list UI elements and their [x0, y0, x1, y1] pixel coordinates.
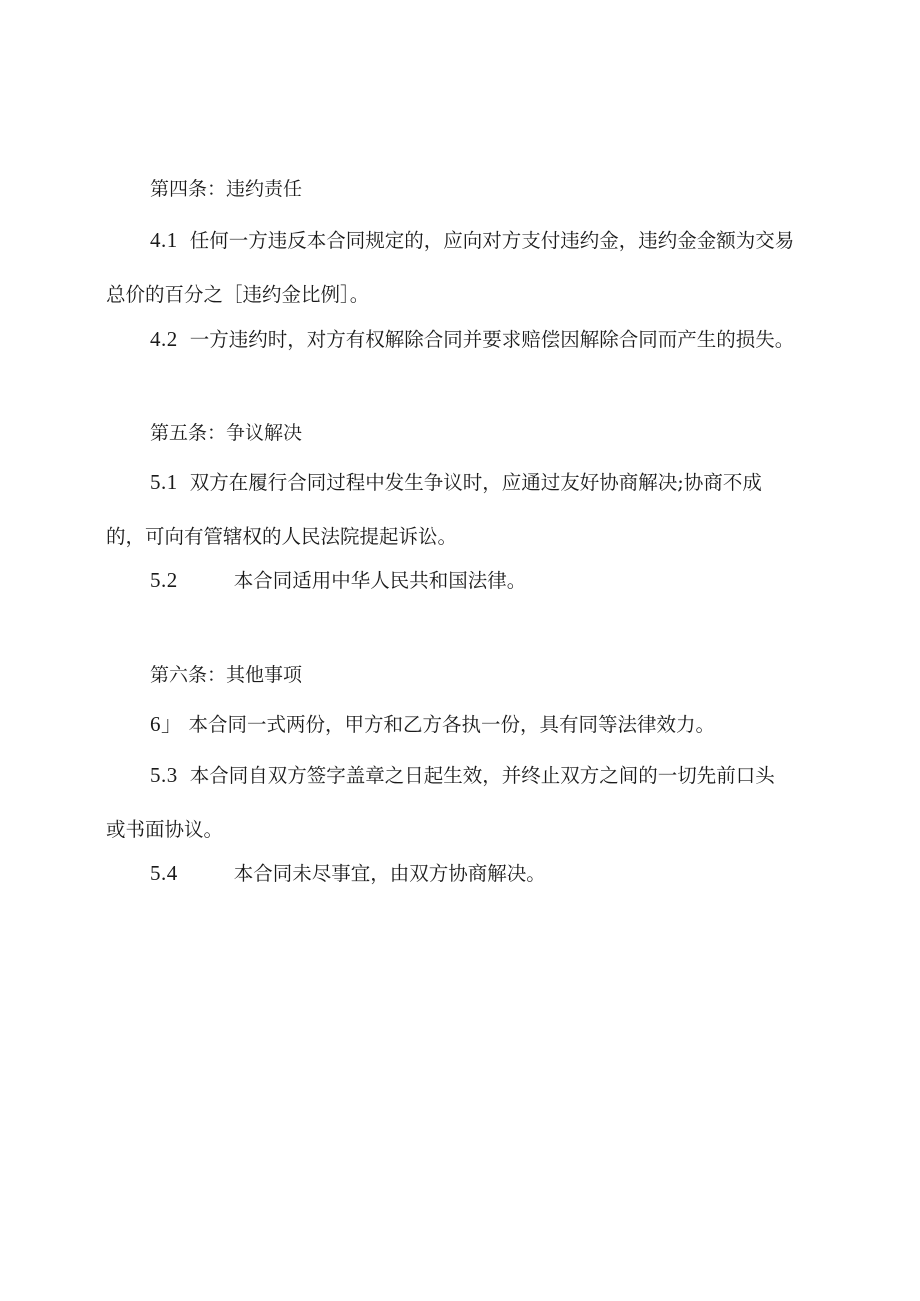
clause-text: 本合同适用中华人民共和国法律。 [233, 569, 527, 592]
clause-5-2 [106, 553, 830, 608]
clause-text-continued: 的，可向有管辖权的人民法院提起诉讼。 [106, 525, 458, 548]
clause-text: 任何一方违反本合同规定的，应向对方支付违约金，违约金金额为交易 [189, 229, 795, 252]
clause-4-2 [106, 312, 830, 367]
clause-number: 4.1 [150, 228, 178, 252]
clause-6-1 [106, 697, 830, 752]
clause-text: 本合同一式两份，甲方和乙方各执一份，具有同等法律效力。 [188, 713, 716, 736]
clause-text-continued: 总价的百分之［违约金比例］。 [106, 283, 370, 306]
clause-text-continued: 或书面协议。 [106, 818, 224, 841]
article-6-heading: 第六条：其他事项 [150, 664, 303, 686]
clause-text: 本合同未尽事宜，由双方协商解决。 [233, 862, 546, 885]
article-5-heading: 第五条：争议解决 [150, 422, 303, 444]
clause-number: 4.2 [150, 327, 178, 351]
clause-number: 5.2 [150, 568, 178, 592]
clause-5-4 [106, 846, 830, 901]
clause-number: 5.3 [150, 763, 178, 787]
clause-text: 一方违约时，对方有权解除合同并要求赔偿因解除合同而产生的损失。 [189, 328, 795, 351]
clause-4-1 [106, 213, 830, 322]
clause-number: 5.4 [150, 861, 178, 885]
clause-5-1 [106, 455, 830, 564]
clause-5-3 [106, 748, 830, 857]
clause-text: 双方在履行合同过程中发生争议时，应通过友好协商解决;协商不成 [189, 471, 762, 494]
clause-number: 5.1 [150, 470, 178, 494]
clause-number: 6」 [150, 712, 183, 736]
article-4-heading: 第四条：违约责任 [150, 178, 303, 200]
clause-text: 本合同自双方签字盖章之日起生效，并终止双方之间的一切先前口头 [189, 764, 775, 787]
